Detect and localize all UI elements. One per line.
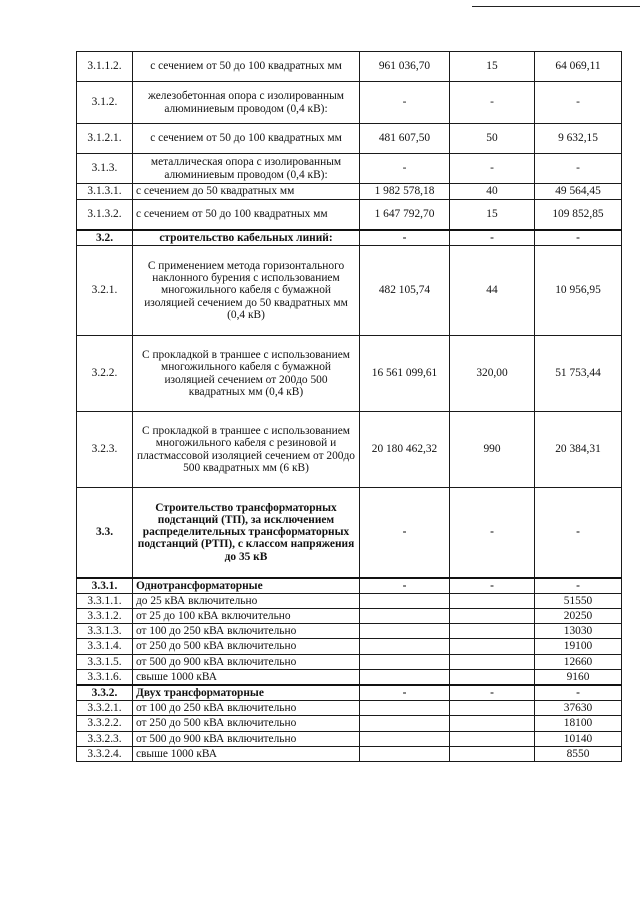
row-quantity: 320,00 <box>450 336 535 412</box>
table-row <box>77 624 622 639</box>
row-quantity: - <box>450 230 535 246</box>
table-row <box>77 488 622 578</box>
row-cost: 482 105,74 <box>360 246 450 336</box>
row-number: 3.1.3. <box>77 154 133 184</box>
row-quantity: - <box>450 685 535 701</box>
table-row <box>77 412 622 488</box>
row-quantity <box>450 701 535 716</box>
row-number: 3.1.1.2. <box>77 52 133 82</box>
row-rate: 20250 <box>535 608 622 623</box>
row-rate: 20 384,31 <box>535 412 622 488</box>
row-cost <box>360 654 450 669</box>
row-description: С применением метода горизонтального наклонного бурения с использованием многожильного кабеля с бумажной изоляцией сечением до 50 квадратных мм (0,4 кВ) <box>133 246 360 336</box>
row-number: 3.2.3. <box>77 412 133 488</box>
row-number: 3.2.2. <box>77 336 133 412</box>
row-number: 3.3.1.3. <box>77 624 133 639</box>
table-row <box>77 746 622 761</box>
table-row <box>77 52 622 82</box>
row-cost: 1 982 578,18 <box>360 184 450 200</box>
row-rate: 64 069,11 <box>535 52 622 82</box>
table-row <box>77 639 622 654</box>
row-quantity: 44 <box>450 246 535 336</box>
row-description: от 250 до 500 кВА включительно <box>133 716 360 731</box>
row-description: свыше 1000 кВА <box>133 746 360 761</box>
row-description: С прокладкой в траншее с использованием многожильного кабеля с резиновой и пластмассовой изоляцией сечением от 200до 500 квадратных мм (6 кВ) <box>133 412 360 488</box>
row-cost: 16 561 099,61 <box>360 336 450 412</box>
table-row <box>77 593 622 608</box>
row-quantity <box>450 654 535 669</box>
row-number: 3.3.1. <box>77 578 133 594</box>
row-description: от 25 до 100 кВА включительно <box>133 608 360 623</box>
table-row <box>77 200 622 230</box>
row-rate: - <box>535 82 622 124</box>
row-description: с сечением до 50 квадратных мм <box>133 184 360 200</box>
row-description: с сечением от 50 до 100 квадратных мм <box>133 124 360 154</box>
table-row <box>77 669 622 685</box>
table-row <box>77 82 622 124</box>
row-description: от 500 до 900 кВА включительно <box>133 731 360 746</box>
row-quantity <box>450 639 535 654</box>
row-number: 3.3.1.4. <box>77 639 133 654</box>
row-cost: - <box>360 488 450 578</box>
row-quantity: 990 <box>450 412 535 488</box>
row-rate: - <box>535 488 622 578</box>
row-cost <box>360 608 450 623</box>
row-cost <box>360 716 450 731</box>
row-number: 3.3.1.2. <box>77 608 133 623</box>
table-row <box>77 230 622 246</box>
row-number: 3.3.2.3. <box>77 731 133 746</box>
row-rate: 9 632,15 <box>535 124 622 154</box>
row-cost: - <box>360 230 450 246</box>
row-description: от 500 до 900 кВА включительно <box>133 654 360 669</box>
row-description: от 250 до 500 кВА включительно <box>133 639 360 654</box>
row-cost <box>360 669 450 685</box>
row-description: железобетонная опора с изолированным алюминиевым проводом (0,4 кВ): <box>133 82 360 124</box>
row-cost: 481 607,50 <box>360 124 450 154</box>
row-rate: - <box>535 230 622 246</box>
row-cost: 961 036,70 <box>360 52 450 82</box>
header-rule <box>472 6 640 7</box>
row-number: 3.1.2.1. <box>77 124 133 154</box>
row-rate: 37630 <box>535 701 622 716</box>
row-description: металлическая опора с изолированным алюминиевым проводом (0,4 кВ): <box>133 154 360 184</box>
table-row <box>77 578 622 594</box>
row-description: строительство кабельных линий: <box>133 230 360 246</box>
row-description: до 25 кВА включительно <box>133 593 360 608</box>
row-quantity: 15 <box>450 200 535 230</box>
row-quantity <box>450 593 535 608</box>
row-quantity: - <box>450 488 535 578</box>
row-rate: 49 564,45 <box>535 184 622 200</box>
row-description: с сечением от 50 до 100 квадратных мм <box>133 52 360 82</box>
table-row <box>77 124 622 154</box>
row-quantity <box>450 624 535 639</box>
table-row <box>77 336 622 412</box>
row-quantity: 50 <box>450 124 535 154</box>
row-cost <box>360 731 450 746</box>
row-cost: - <box>360 685 450 701</box>
row-number: 3.3.2.4. <box>77 746 133 761</box>
row-quantity: - <box>450 82 535 124</box>
row-number: 3.3. <box>77 488 133 578</box>
row-cost: - <box>360 578 450 594</box>
table-row <box>77 608 622 623</box>
row-rate: 51 753,44 <box>535 336 622 412</box>
row-quantity <box>450 716 535 731</box>
row-number: 3.3.2.1. <box>77 701 133 716</box>
row-number: 3.3.1.6. <box>77 669 133 685</box>
row-number: 3.3.1.5. <box>77 654 133 669</box>
row-rate: 51550 <box>535 593 622 608</box>
row-number: 3.2. <box>77 230 133 246</box>
row-cost <box>360 746 450 761</box>
row-number: 3.3.2.2. <box>77 716 133 731</box>
row-rate: 8550 <box>535 746 622 761</box>
row-quantity: - <box>450 154 535 184</box>
row-cost: 1 647 792,70 <box>360 200 450 230</box>
row-rate: 10 956,95 <box>535 246 622 336</box>
table-row <box>77 154 622 184</box>
row-rate: 13030 <box>535 624 622 639</box>
row-rate: 10140 <box>535 731 622 746</box>
row-description: от 100 до 250 кВА включительно <box>133 624 360 639</box>
row-description: Двух трансформаторные <box>133 685 360 701</box>
table-row <box>77 731 622 746</box>
row-quantity <box>450 731 535 746</box>
row-description: с сечением от 50 до 100 квадратных мм <box>133 200 360 230</box>
row-quantity: - <box>450 578 535 594</box>
row-number: 3.1.2. <box>77 82 133 124</box>
row-rate: - <box>535 685 622 701</box>
row-quantity <box>450 746 535 761</box>
row-rate: 109 852,85 <box>535 200 622 230</box>
table-row <box>77 184 622 200</box>
row-number: 3.3.2. <box>77 685 133 701</box>
row-rate: - <box>535 154 622 184</box>
row-number: 3.1.3.2. <box>77 200 133 230</box>
row-quantity: 40 <box>450 184 535 200</box>
row-cost <box>360 624 450 639</box>
row-quantity <box>450 608 535 623</box>
table-row <box>77 685 622 701</box>
row-rate: 19100 <box>535 639 622 654</box>
row-rate: 12660 <box>535 654 622 669</box>
row-cost <box>360 701 450 716</box>
table-row <box>77 716 622 731</box>
row-rate: - <box>535 578 622 594</box>
row-quantity: 15 <box>450 52 535 82</box>
row-rate: 18100 <box>535 716 622 731</box>
row-description: С прокладкой в траншее с использованием многожильного кабеля с бумажной изоляцией сечением от 200до 500 квадратных мм (0,4 кВ) <box>133 336 360 412</box>
row-number: 3.3.1.1. <box>77 593 133 608</box>
row-description: Однотрансформаторные <box>133 578 360 594</box>
row-rate: 9160 <box>535 669 622 685</box>
row-description: свыше 1000 кВА <box>133 669 360 685</box>
table-row <box>77 246 622 336</box>
row-cost: - <box>360 82 450 124</box>
tariff-table-body <box>77 52 622 762</box>
row-cost <box>360 593 450 608</box>
table-row <box>77 701 622 716</box>
row-description: от 100 до 250 кВА включительно <box>133 701 360 716</box>
row-number: 3.1.3.1. <box>77 184 133 200</box>
row-number: 3.2.1. <box>77 246 133 336</box>
row-quantity <box>450 669 535 685</box>
row-cost: - <box>360 154 450 184</box>
row-description: Строительство трансформаторных подстанций (ТП), за исключением распределительных трансформаторных подстанций (РТП), с классом напряжения до 35 кВ <box>133 488 360 578</box>
table-row <box>77 654 622 669</box>
row-cost: 20 180 462,32 <box>360 412 450 488</box>
row-cost <box>360 639 450 654</box>
tariff-table <box>76 51 622 762</box>
